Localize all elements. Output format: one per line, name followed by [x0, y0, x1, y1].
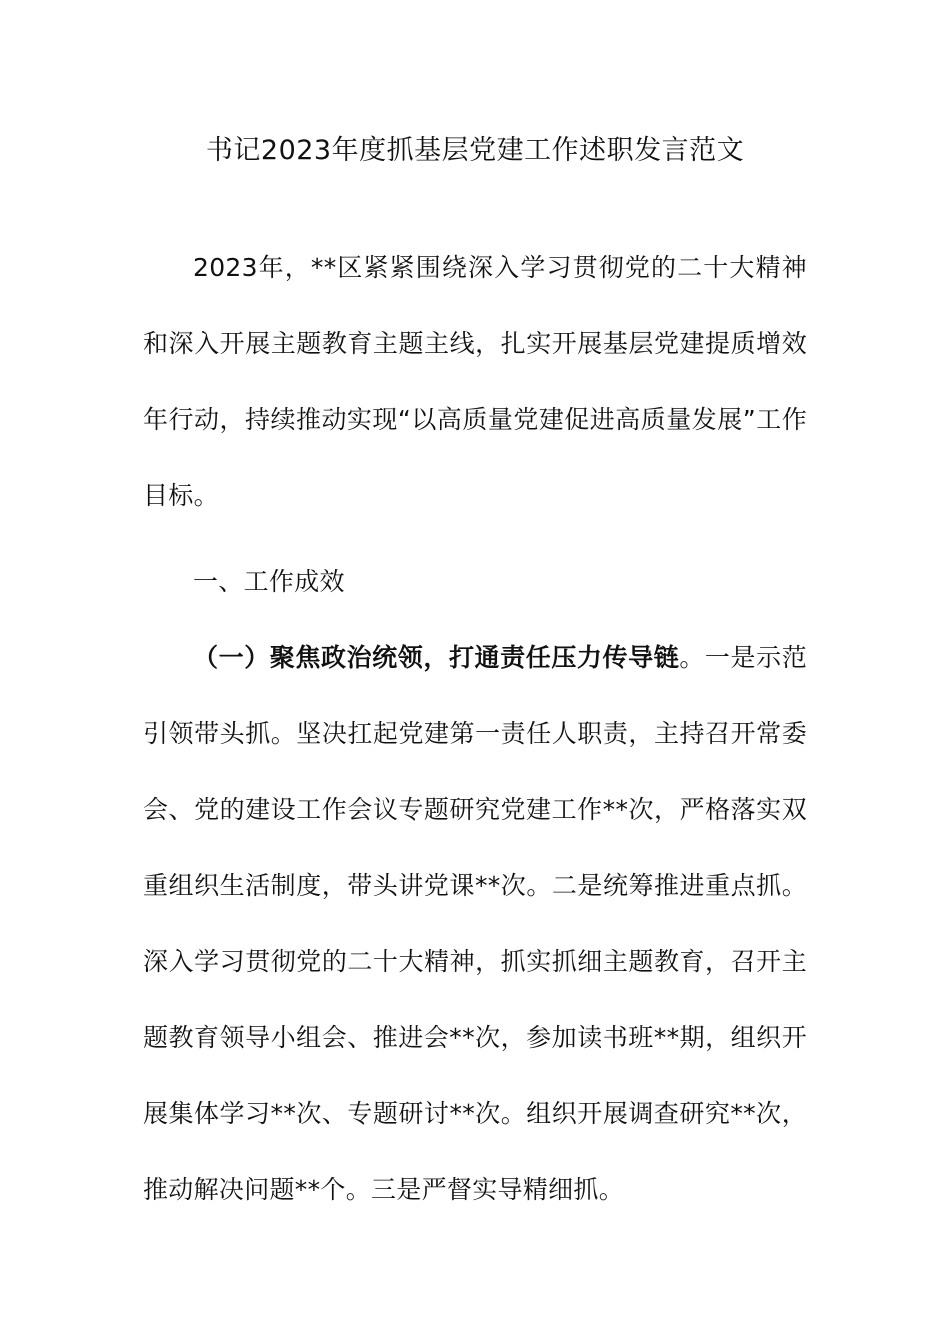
subsection-body: 。一是示范引领带头抓。坚决扛起党建第一责任人职责，主持召开常委会、党的建设工作会议专题研究党建工作**次，严格落实双重组织生活制度，带头讲党课**次。二是统筹推进重点抓。深入学习贯彻党的二十大精神，抓实抓细主题教育，召开主题教育领导小组会、推进会**次，参加读书班**期，组织开展集体学习**次、专题研讨**次。组织开展调查研究**次，推动解决问题**个。三是严督实导精细抓。 — [143, 643, 807, 1204]
intro-paragraph: 2023年，**区紧紧围绕深入学习贯彻党的二十大精神和深入开展主题教育主题主线，扎实开展基层党建提质增效年行动，持续推动实现“以高质量党建促进高质量发展”工作目标。 — [143, 253, 807, 510]
subsection-paragraph — [143, 620, 807, 1228]
document-title: 书记2023年度抓基层党建工作述职发言范文 — [205, 135, 745, 166]
document-body — [143, 230, 807, 1228]
section-heading: 一、工作成效 — [193, 567, 345, 596]
subsection-heading: （一）聚焦政治统领，打通责任压力传导链 — [193, 643, 680, 672]
